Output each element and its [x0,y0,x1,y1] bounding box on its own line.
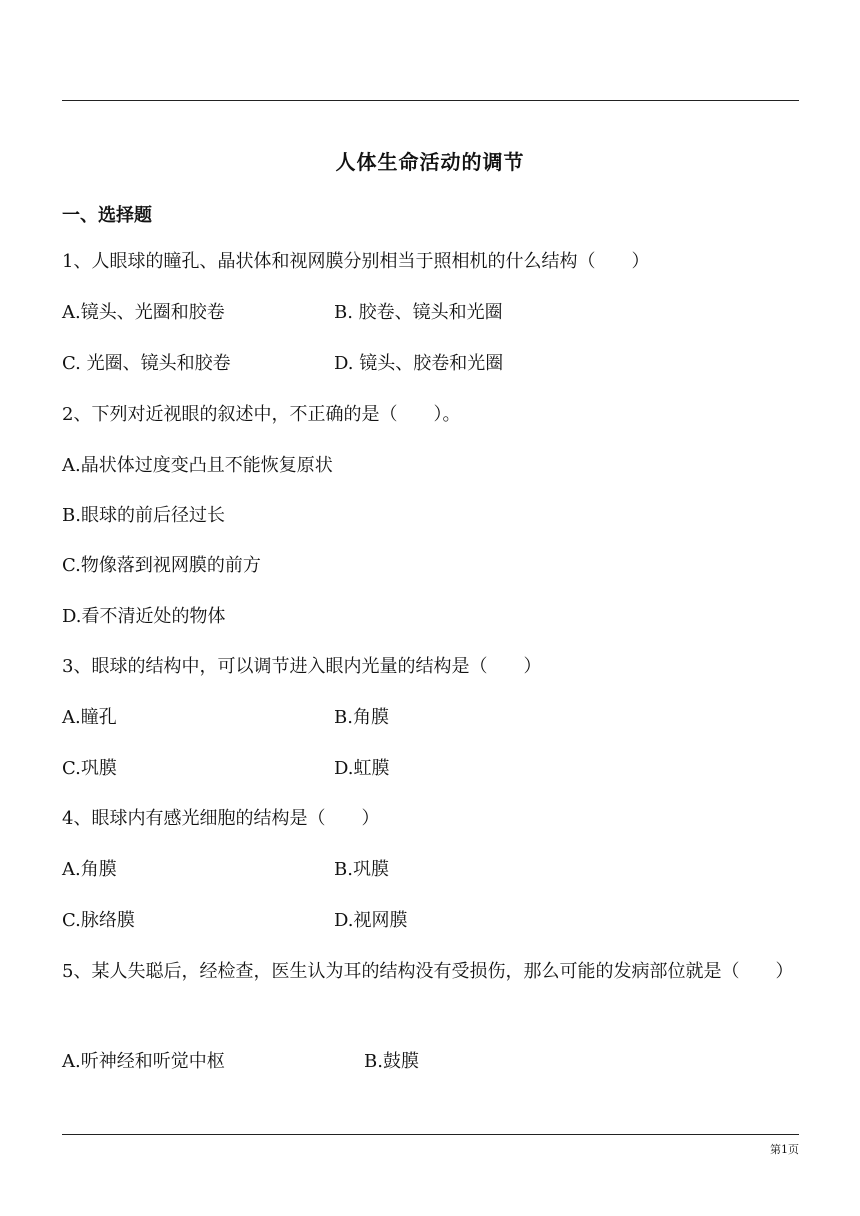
question-stem: 3、眼球的结构中，可以调节进入眼内光量的结构是（ ） [62,656,542,677]
option-a: A.听神经和听觉中枢 [62,1051,225,1072]
option-d: D.看不清近处的物体 [62,606,226,627]
option-b: B. 胶卷、镜头和光圈 [334,302,503,323]
footer-rule [62,1134,799,1135]
option-b: B.鼓膜 [364,1051,419,1072]
section-heading: 一、选择题 [62,205,152,226]
option-a: A.角膜 [62,859,117,880]
option-a: A.镜头、光圈和胶卷 [62,302,225,323]
option-b: B.角膜 [334,707,389,728]
option-c: C.物像落到视网膜的前方 [62,555,261,576]
question-stem: 1、人眼球的瞳孔、晶状体和视网膜分别相当于照相机的什么结构（ ） [62,251,650,272]
option-b: B.眼球的前后径过长 [62,505,225,526]
question-stem: 5、某人失聪后，经检查，医生认为耳的结构没有受损伤，那么可能的发病部位就是（ ） [62,961,794,982]
option-c: C.脉络膜 [62,910,135,931]
question-stem: 2、下列对近视眼的叙述中，不正确的是（ ）。 [62,404,461,425]
header-rule [62,100,799,101]
option-d: D.视网膜 [334,910,408,931]
option-a: A.晶状体过度变凸且不能恢复原状 [62,455,333,476]
option-d: D.虹膜 [334,758,390,779]
question-stem: 4、眼球内有感光细胞的结构是（ ） [62,808,380,829]
option-c: C.巩膜 [62,758,117,779]
option-b: B.巩膜 [334,859,389,880]
option-a: A.瞳孔 [62,707,117,728]
option-c: C. 光圈、镜头和胶卷 [62,353,231,374]
page-number: 第1页 [770,1143,799,1156]
page-title: 人体生命活动的调节 [335,150,525,174]
option-d: D. 镜头、胶卷和光圈 [334,353,504,374]
